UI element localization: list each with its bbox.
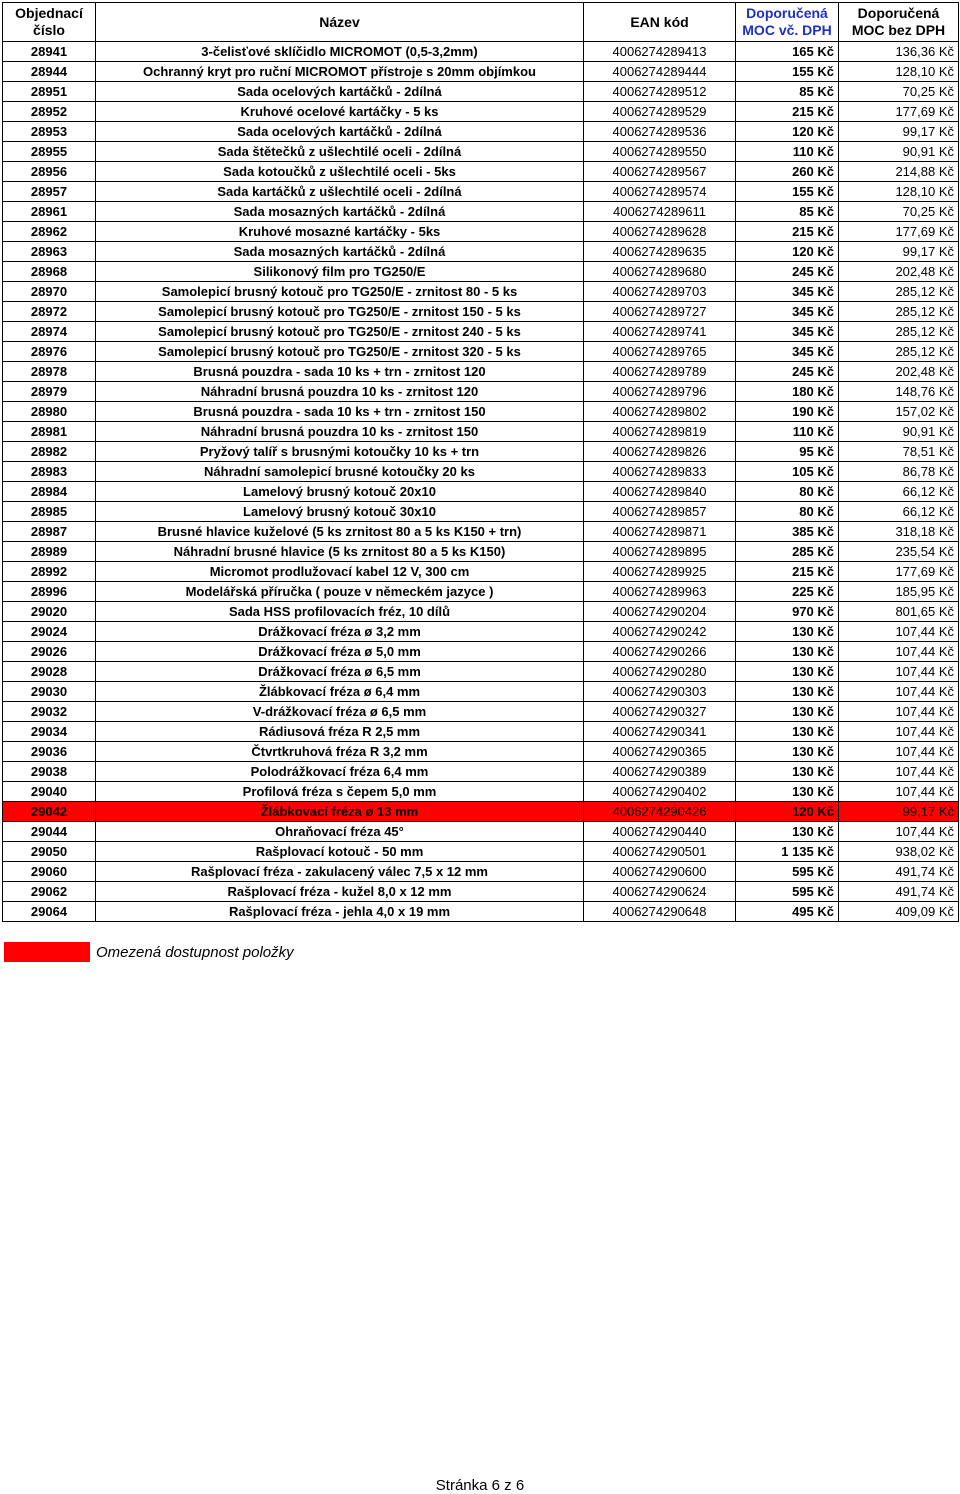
price-excl-vat-cell: 491,74 Kč [839, 862, 959, 882]
price-excl-vat-cell: 202,48 Kč [839, 362, 959, 382]
price-excl-vat-cell: 107,44 Kč [839, 642, 959, 662]
order-number-cell: 29044 [3, 822, 96, 842]
product-name-cell: Kruhové mosazné kartáčky - 5ks [96, 222, 584, 242]
product-name-cell: Pryžový talíř s brusnými kotoučky 10 ks + trn [96, 442, 584, 462]
price-excl-vat-cell: 128,10 Kč [839, 182, 959, 202]
price-excl-vat-cell: 318,18 Kč [839, 522, 959, 542]
order-number-cell: 28952 [3, 102, 96, 122]
product-name-cell: Samolepicí brusný kotouč pro TG250/E - zrnitost 80 - 5 ks [96, 282, 584, 302]
price-incl-vat-cell: 130 Kč [736, 682, 839, 702]
price-incl-vat-cell: 120 Kč [736, 122, 839, 142]
price-excl-vat-cell: 90,91 Kč [839, 422, 959, 442]
table-row [3, 602, 959, 622]
price-incl-vat-cell: 260 Kč [736, 162, 839, 182]
order-number-cell: 28974 [3, 322, 96, 342]
product-name-cell: Samolepicí brusný kotouč pro TG250/E - zrnitost 240 - 5 ks [96, 322, 584, 342]
ean-code-cell: 4006274290402 [584, 782, 736, 802]
product-name-cell: Sada mosazných kartáčků - 2dílná [96, 202, 584, 222]
product-name-cell: Náhradní brusná pouzdra 10 ks - zrnitost 120 [96, 382, 584, 402]
order-number-cell: 28982 [3, 442, 96, 462]
ean-code-cell: 4006274290204 [584, 602, 736, 622]
price-excl-vat-cell: 285,12 Kč [839, 302, 959, 322]
ean-code-cell: 4006274289727 [584, 302, 736, 322]
price-excl-vat-cell: 107,44 Kč [839, 782, 959, 802]
price-incl-vat-cell: 245 Kč [736, 362, 839, 382]
ean-code-cell: 4006274290501 [584, 842, 736, 862]
price-incl-vat-cell: 130 Kč [736, 742, 839, 762]
ean-code-cell: 4006274289628 [584, 222, 736, 242]
product-name-cell: Náhradní samolepicí brusné kotoučky 20 ks [96, 462, 584, 482]
price-excl-vat-cell: 107,44 Kč [839, 682, 959, 702]
header-price-excl-vat: Doporučená MOC bez DPH [839, 3, 959, 42]
product-name-cell: Silikonový film pro TG250/E [96, 262, 584, 282]
ean-code-cell: 4006274289703 [584, 282, 736, 302]
table-row [3, 462, 959, 482]
price-excl-vat-cell: 107,44 Kč [839, 722, 959, 742]
price-excl-vat-cell: 66,12 Kč [839, 502, 959, 522]
table-row [3, 542, 959, 562]
product-name-cell: V-drážkovací fréza ø 6,5 mm [96, 702, 584, 722]
product-name-cell: Samolepicí brusný kotouč pro TG250/E - zrnitost 150 - 5 ks [96, 302, 584, 322]
order-number-cell: 28996 [3, 582, 96, 602]
order-number-cell: 28987 [3, 522, 96, 542]
table-row [3, 342, 959, 362]
ean-code-cell: 4006274290365 [584, 742, 736, 762]
price-excl-vat-cell: 99,17 Kč [839, 122, 959, 142]
order-number-cell: 28985 [3, 502, 96, 522]
ean-code-cell: 4006274289833 [584, 462, 736, 482]
order-number-cell: 28981 [3, 422, 96, 442]
table-row [3, 582, 959, 602]
price-incl-vat-cell: 345 Kč [736, 282, 839, 302]
order-number-cell: 28963 [3, 242, 96, 262]
price-excl-vat-cell: 107,44 Kč [839, 702, 959, 722]
price-excl-vat-cell: 214,88 Kč [839, 162, 959, 182]
price-incl-vat-cell: 130 Kč [736, 762, 839, 782]
ean-code-cell: 4006274290624 [584, 882, 736, 902]
table-row [3, 382, 959, 402]
price-incl-vat-cell: 180 Kč [736, 382, 839, 402]
price-excl-vat-cell: 157,02 Kč [839, 402, 959, 422]
price-incl-vat-cell: 190 Kč [736, 402, 839, 422]
table-row [3, 522, 959, 542]
ean-code-cell: 4006274289680 [584, 262, 736, 282]
product-name-cell: Náhradní brusné hlavice (5 ks zrnitost 80 a 5 ks K150) [96, 542, 584, 562]
price-incl-vat-cell: 85 Kč [736, 82, 839, 102]
price-incl-vat-cell: 130 Kč [736, 822, 839, 842]
price-incl-vat-cell: 595 Kč [736, 862, 839, 882]
table-row [3, 502, 959, 522]
ean-code-cell: 4006274289789 [584, 362, 736, 382]
product-name-cell: Brusná pouzdra - sada 10 ks + trn - zrnitost 120 [96, 362, 584, 382]
table-row [3, 82, 959, 102]
price-excl-vat-cell: 66,12 Kč [839, 482, 959, 502]
price-excl-vat-cell: 107,44 Kč [839, 622, 959, 642]
price-excl-vat-cell: 107,44 Kč [839, 742, 959, 762]
price-incl-vat-cell: 495 Kč [736, 902, 839, 922]
product-name-cell: Modelářská příručka ( pouze v německém jazyce ) [96, 582, 584, 602]
price-incl-vat-cell: 130 Kč [736, 782, 839, 802]
table-row [3, 122, 959, 142]
price-incl-vat-cell: 95 Kč [736, 442, 839, 462]
order-number-cell: 28961 [3, 202, 96, 222]
ean-code-cell: 4006274290280 [584, 662, 736, 682]
table-row [3, 142, 959, 162]
order-number-cell: 29020 [3, 602, 96, 622]
product-name-cell: Drážkovací fréza ø 5,0 mm [96, 642, 584, 662]
table-row [3, 902, 959, 922]
table-row [3, 102, 959, 122]
header-name: Název [96, 3, 584, 42]
table-row [3, 842, 959, 862]
order-number-cell: 29032 [3, 702, 96, 722]
price-excl-vat-cell: 148,76 Kč [839, 382, 959, 402]
order-number-cell: 28980 [3, 402, 96, 422]
order-number-cell: 29042 [3, 802, 96, 822]
ean-code-cell: 4006274290327 [584, 702, 736, 722]
price-excl-vat-cell: 107,44 Kč [839, 762, 959, 782]
order-number-cell: 29034 [3, 722, 96, 742]
price-excl-vat-cell: 107,44 Kč [839, 822, 959, 842]
table-row [3, 42, 959, 62]
table-row [3, 322, 959, 342]
price-incl-vat-cell: 385 Kč [736, 522, 839, 542]
order-number-cell: 28979 [3, 382, 96, 402]
order-number-cell: 28944 [3, 62, 96, 82]
product-name-cell: Lamelový brusný kotouč 30x10 [96, 502, 584, 522]
ean-code-cell: 4006274290266 [584, 642, 736, 662]
price-incl-vat-cell: 345 Kč [736, 322, 839, 342]
order-number-cell: 28968 [3, 262, 96, 282]
product-name-cell: Rašplovací fréza - zakulacený válec 7,5 x 12 mm [96, 862, 584, 882]
order-number-cell: 28957 [3, 182, 96, 202]
order-number-cell: 28972 [3, 302, 96, 322]
price-incl-vat-cell: 345 Kč [736, 342, 839, 362]
ean-code-cell: 4006274289529 [584, 102, 736, 122]
price-incl-vat-cell: 215 Kč [736, 102, 839, 122]
ean-code-cell: 4006274290600 [584, 862, 736, 882]
table-row [3, 722, 959, 742]
header-ean: EAN kód [584, 3, 736, 42]
order-number-cell: 29024 [3, 622, 96, 642]
product-name-cell: Ohraňovací fréza 45° [96, 822, 584, 842]
legend [4, 942, 294, 962]
product-name-cell: Polodrážkovací fréza 6,4 mm [96, 762, 584, 782]
product-name-cell: Lamelový brusný kotouč 20x10 [96, 482, 584, 502]
order-number-cell: 29050 [3, 842, 96, 862]
product-name-cell: Brusná pouzdra - sada 10 ks + trn - zrnitost 150 [96, 402, 584, 422]
price-excl-vat-cell: 128,10 Kč [839, 62, 959, 82]
ean-code-cell: 4006274289765 [584, 342, 736, 362]
order-number-cell: 28976 [3, 342, 96, 362]
legend-swatch [4, 942, 90, 962]
price-incl-vat-cell: 225 Kč [736, 582, 839, 602]
price-incl-vat-cell: 215 Kč [736, 562, 839, 582]
price-excl-vat-cell: 99,17 Kč [839, 242, 959, 262]
product-name-cell: Žlábkovací fréza ø 13 mm [96, 802, 584, 822]
product-name-cell: Profilová fréza s čepem 5,0 mm [96, 782, 584, 802]
ean-code-cell: 4006274289802 [584, 402, 736, 422]
ean-code-cell: 4006274289444 [584, 62, 736, 82]
price-incl-vat-cell: 130 Kč [736, 662, 839, 682]
price-incl-vat-cell: 130 Kč [736, 622, 839, 642]
order-number-cell: 29038 [3, 762, 96, 782]
order-number-cell: 28970 [3, 282, 96, 302]
price-excl-vat-cell: 491,74 Kč [839, 882, 959, 902]
price-incl-vat-cell: 285 Kč [736, 542, 839, 562]
price-excl-vat-cell: 78,51 Kč [839, 442, 959, 462]
order-number-cell: 28992 [3, 562, 96, 582]
order-number-cell: 29026 [3, 642, 96, 662]
price-excl-vat-cell: 177,69 Kč [839, 222, 959, 242]
price-excl-vat-cell: 136,36 Kč [839, 42, 959, 62]
price-excl-vat-cell: 177,69 Kč [839, 562, 959, 582]
product-name-cell: Drážkovací fréza ø 6,5 mm [96, 662, 584, 682]
product-name-cell: Žlábkovací fréza ø 6,4 mm [96, 682, 584, 702]
ean-code-cell: 4006274290341 [584, 722, 736, 742]
price-incl-vat-cell: 80 Kč [736, 502, 839, 522]
order-number-cell: 28983 [3, 462, 96, 482]
table-row [3, 222, 959, 242]
ean-code-cell: 4006274289567 [584, 162, 736, 182]
price-excl-vat-cell: 938,02 Kč [839, 842, 959, 862]
ean-code-cell: 4006274289536 [584, 122, 736, 142]
table-body [3, 42, 959, 922]
ean-code-cell: 4006274289796 [584, 382, 736, 402]
price-list-table [2, 2, 959, 922]
ean-code-cell: 4006274289819 [584, 422, 736, 442]
table-row [3, 202, 959, 222]
product-name-cell: Kruhové ocelové kartáčky - 5 ks [96, 102, 584, 122]
ean-code-cell: 4006274290440 [584, 822, 736, 842]
product-name-cell: Sada kartáčků z ušlechtilé oceli - 2dílná [96, 182, 584, 202]
product-name-cell: Drážkovací fréza ø 3,2 mm [96, 622, 584, 642]
ean-code-cell: 4006274289574 [584, 182, 736, 202]
product-name-cell: Sada mosazných kartáčků - 2dílná [96, 242, 584, 262]
ean-code-cell: 4006274289895 [584, 542, 736, 562]
order-number-cell: 28984 [3, 482, 96, 502]
legend-text: Omezená dostupnost položky [96, 943, 294, 961]
price-incl-vat-cell: 130 Kč [736, 702, 839, 722]
price-excl-vat-cell: 235,54 Kč [839, 542, 959, 562]
ean-code-cell: 4006274289550 [584, 142, 736, 162]
price-excl-vat-cell: 185,95 Kč [839, 582, 959, 602]
price-excl-vat-cell: 70,25 Kč [839, 82, 959, 102]
price-excl-vat-cell: 177,69 Kč [839, 102, 959, 122]
price-incl-vat-cell: 120 Kč [736, 802, 839, 822]
price-excl-vat-cell: 90,91 Kč [839, 142, 959, 162]
order-number-cell: 29030 [3, 682, 96, 702]
ean-code-cell: 4006274290303 [584, 682, 736, 702]
order-number-cell: 28951 [3, 82, 96, 102]
product-name-cell: Ochranný kryt pro ruční MICROMOT přístroje s 20mm objímkou [96, 62, 584, 82]
price-excl-vat-cell: 107,44 Kč [839, 662, 959, 682]
table-header-row [3, 3, 959, 42]
ean-code-cell: 4006274290242 [584, 622, 736, 642]
table-row [3, 642, 959, 662]
table-row [3, 862, 959, 882]
order-number-cell: 29028 [3, 662, 96, 682]
table-row [3, 622, 959, 642]
product-name-cell: Micromot prodlužovací kabel 12 V, 300 cm [96, 562, 584, 582]
table-row [3, 742, 959, 762]
price-incl-vat-cell: 110 Kč [736, 142, 839, 162]
ean-code-cell: 4006274289413 [584, 42, 736, 62]
order-number-cell: 29062 [3, 882, 96, 902]
price-incl-vat-cell: 120 Kč [736, 242, 839, 262]
order-number-cell: 29040 [3, 782, 96, 802]
product-name-cell: Sada ocelových kartáčků - 2dílná [96, 82, 584, 102]
order-number-cell: 28956 [3, 162, 96, 182]
table-row [3, 302, 959, 322]
table-row [3, 822, 959, 842]
product-name-cell: Rašplovací kotouč - 50 mm [96, 842, 584, 862]
ean-code-cell: 4006274290648 [584, 902, 736, 922]
product-name-cell: Sada HSS profilovacích fréz, 10 dílů [96, 602, 584, 622]
order-number-cell: 29064 [3, 902, 96, 922]
table-row [3, 182, 959, 202]
table-row [3, 62, 959, 82]
table-row [3, 362, 959, 382]
ean-code-cell: 4006274289857 [584, 502, 736, 522]
price-excl-vat-cell: 202,48 Kč [839, 262, 959, 282]
price-incl-vat-cell: 345 Kč [736, 302, 839, 322]
table-row [3, 422, 959, 442]
order-number-cell: 28978 [3, 362, 96, 382]
price-incl-vat-cell: 245 Kč [736, 262, 839, 282]
ean-code-cell: 4006274289512 [584, 82, 736, 102]
table-row [3, 802, 959, 822]
order-number-cell: 28989 [3, 542, 96, 562]
order-number-cell: 28941 [3, 42, 96, 62]
table-row [3, 482, 959, 502]
price-incl-vat-cell: 215 Kč [736, 222, 839, 242]
product-name-cell: Sada kotoučků z ušlechtilé oceli - 5ks [96, 162, 584, 182]
ean-code-cell: 4006274289840 [584, 482, 736, 502]
table-row [3, 282, 959, 302]
table-row [3, 442, 959, 462]
price-incl-vat-cell: 85 Kč [736, 202, 839, 222]
table-row [3, 702, 959, 722]
ean-code-cell: 4006274289741 [584, 322, 736, 342]
product-name-cell: Rádiusová fréza R 2,5 mm [96, 722, 584, 742]
ean-code-cell: 4006274289826 [584, 442, 736, 462]
product-name-cell: 3-čelisťové sklíčidlo MICROMOT (0,5-3,2mm) [96, 42, 584, 62]
ean-code-cell: 4006274289611 [584, 202, 736, 222]
order-number-cell: 29036 [3, 742, 96, 762]
ean-code-cell: 4006274289963 [584, 582, 736, 602]
price-incl-vat-cell: 155 Kč [736, 182, 839, 202]
order-number-cell: 28953 [3, 122, 96, 142]
product-name-cell: Čtvrtkruhová fréza R 3,2 mm [96, 742, 584, 762]
table-row [3, 162, 959, 182]
price-incl-vat-cell: 105 Kč [736, 462, 839, 482]
product-name-cell: Samolepicí brusný kotouč pro TG250/E - zrnitost 320 - 5 ks [96, 342, 584, 362]
price-excl-vat-cell: 285,12 Kč [839, 282, 959, 302]
table-row [3, 682, 959, 702]
price-excl-vat-cell: 285,12 Kč [839, 342, 959, 362]
table-row [3, 762, 959, 782]
ean-code-cell: 4006274289635 [584, 242, 736, 262]
price-excl-vat-cell: 70,25 Kč [839, 202, 959, 222]
price-excl-vat-cell: 86,78 Kč [839, 462, 959, 482]
price-incl-vat-cell: 165 Kč [736, 42, 839, 62]
table-row [3, 402, 959, 422]
product-name-cell: Brusné hlavice kuželové (5 ks zrnitost 80 a 5 ks K150 + trn) [96, 522, 584, 542]
price-incl-vat-cell: 155 Kč [736, 62, 839, 82]
product-name-cell: Rašplovací fréza - jehla 4,0 x 19 mm [96, 902, 584, 922]
table-row [3, 662, 959, 682]
price-excl-vat-cell: 801,65 Kč [839, 602, 959, 622]
price-incl-vat-cell: 595 Kč [736, 882, 839, 902]
price-incl-vat-cell: 80 Kč [736, 482, 839, 502]
header-order-number: Objednací číslo [3, 3, 96, 42]
table-row [3, 262, 959, 282]
order-number-cell: 29060 [3, 862, 96, 882]
table-row [3, 562, 959, 582]
page-number: Stránka 6 z 6 [435, 1477, 525, 1494]
product-name-cell: Náhradní brusná pouzdra 10 ks - zrnitost 150 [96, 422, 584, 442]
ean-code-cell: 4006274289871 [584, 522, 736, 542]
price-incl-vat-cell: 110 Kč [736, 422, 839, 442]
header-price-incl-vat: Doporučená MOC vč. DPH [736, 3, 839, 42]
price-excl-vat-cell: 285,12 Kč [839, 322, 959, 342]
product-name-cell: Rašplovací fréza - kužel 8,0 x 12 mm [96, 882, 584, 902]
product-name-cell: Sada štětečků z ušlechtilé oceli - 2dílná [96, 142, 584, 162]
price-incl-vat-cell: 970 Kč [736, 602, 839, 622]
price-incl-vat-cell: 130 Kč [736, 642, 839, 662]
price-excl-vat-cell: 409,09 Kč [839, 902, 959, 922]
price-incl-vat-cell: 130 Kč [736, 722, 839, 742]
ean-code-cell: 4006274290426 [584, 802, 736, 822]
order-number-cell: 28955 [3, 142, 96, 162]
ean-code-cell: 4006274289925 [584, 562, 736, 582]
table-row [3, 242, 959, 262]
ean-code-cell: 4006274290389 [584, 762, 736, 782]
price-incl-vat-cell: 1 135 Kč [736, 842, 839, 862]
order-number-cell: 28962 [3, 222, 96, 242]
table-row [3, 782, 959, 802]
table-row [3, 882, 959, 902]
product-name-cell: Sada ocelových kartáčků - 2dílná [96, 122, 584, 142]
price-excl-vat-cell: 99,17 Kč [839, 802, 959, 822]
